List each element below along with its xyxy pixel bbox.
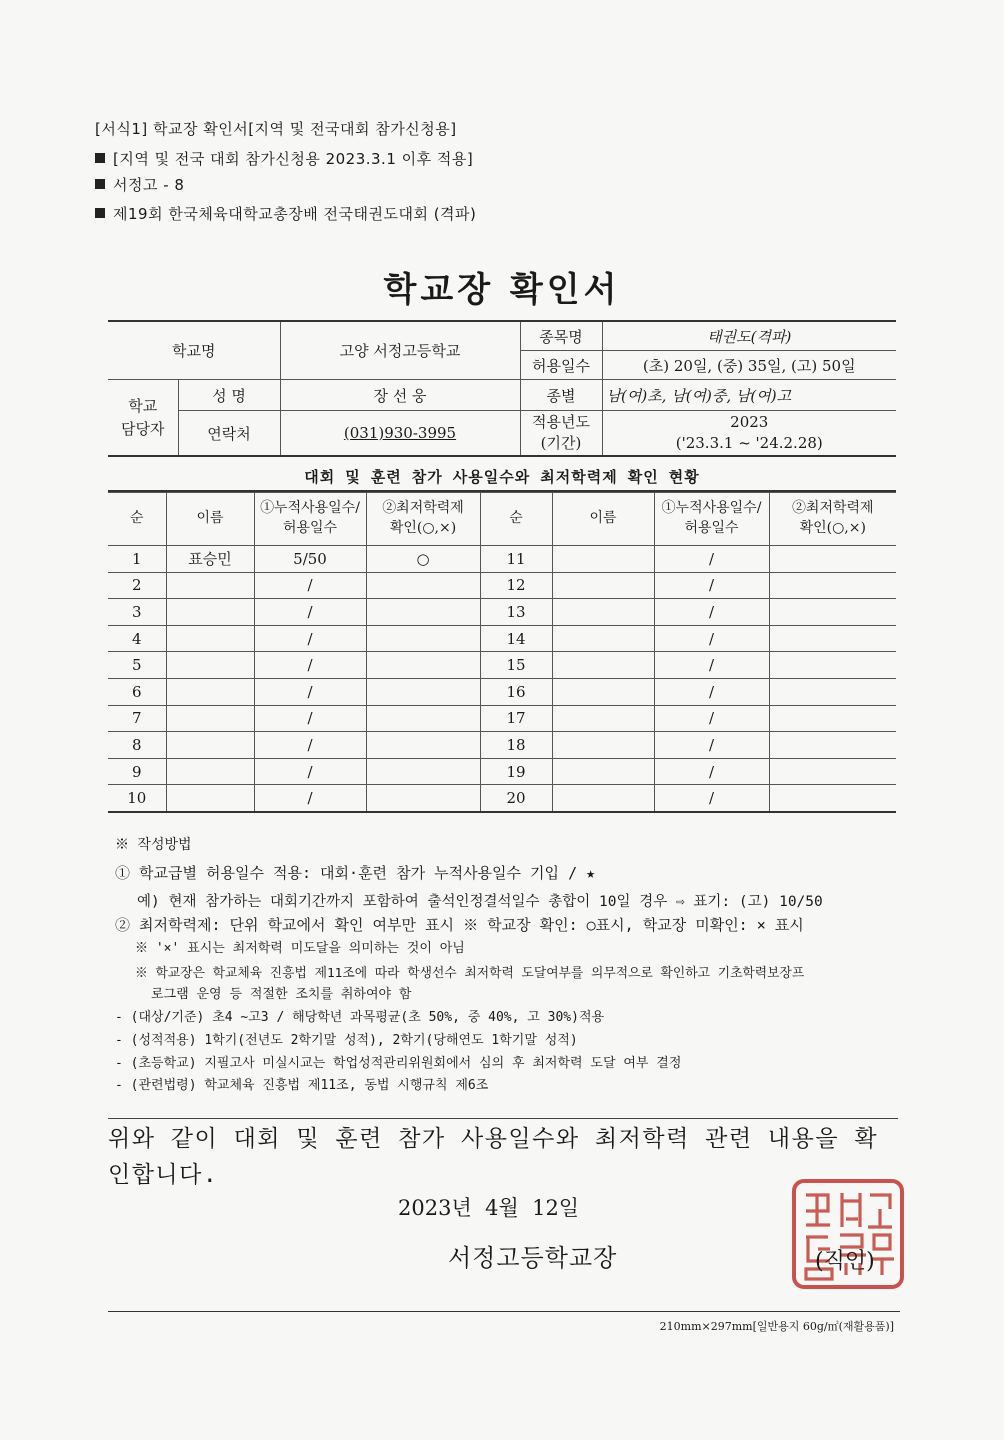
contact-value — [280, 411, 520, 457]
principal-name: 서정고등학교장 — [448, 1244, 618, 1272]
school-code: 서정고 - 8 — [113, 176, 185, 194]
row-no-right: 12 — [480, 572, 552, 599]
header-check — [366, 493, 480, 546]
row-days-right: / — [654, 732, 769, 759]
row-check — [366, 599, 480, 626]
row-name-right — [552, 758, 654, 785]
manager-label-1: 학교 — [128, 397, 158, 415]
apply-text: [지역 및 전국 대회 참가신청용 2023.3.1 이후 적용] — [113, 150, 474, 168]
header-check-right — [769, 493, 896, 546]
row-no-right: 15 — [480, 652, 552, 679]
row-days: / — [254, 732, 366, 759]
header-days-right-2: 허용일수 — [684, 520, 739, 536]
detail-3: - (초등학교) 지필고사 미실시교는 학업성적관리위원회에서 심의 후 최저학력 도달 여부 결정 — [115, 1056, 682, 1071]
table-row — [108, 678, 896, 705]
row-check: ○ — [366, 546, 480, 573]
row-no: 8 — [108, 732, 166, 759]
note-1-example: 예) 현재 참가하는 대회기간까지 포함하여 출석인정결석일수 총합이 10일 경우 ⇨ 표기: (고) 10/50 — [137, 894, 823, 910]
table-row — [108, 758, 896, 785]
row-no: 10 — [108, 785, 166, 812]
row-days: / — [254, 758, 366, 785]
table-row — [108, 732, 896, 759]
competition-line — [95, 203, 476, 224]
school-info-table — [108, 320, 896, 457]
year-value-cell — [602, 411, 896, 457]
row-days: / — [254, 599, 366, 626]
row-check — [366, 625, 480, 652]
allow-days-value: (초) 20일, (중) 35일, (고) 50일 — [602, 351, 896, 380]
row-check-right — [769, 678, 896, 705]
row-no: 4 — [108, 625, 166, 652]
row-no: 9 — [108, 758, 166, 785]
row-check — [366, 652, 480, 679]
row-no-right: 13 — [480, 599, 552, 626]
row-no: 7 — [108, 705, 166, 732]
confirmation-text: 위와 같이 대회 및 훈련 참가 사용일수와 최저학력 관련 내용을 확인합니다. — [108, 1118, 898, 1193]
header-check-right-2: 확인(○,×) — [799, 520, 866, 536]
name-label: 성 명 — [178, 380, 280, 411]
year-label-2: (기간) — [540, 434, 582, 452]
row-name-right — [552, 785, 654, 812]
row-check — [366, 705, 480, 732]
row-days-right: / — [654, 546, 769, 573]
allow-days-label: 허용일수 — [520, 351, 602, 380]
row-no: 1 — [108, 546, 166, 573]
period-value: ('23.3.1 ~ '24.2.28) — [675, 434, 823, 452]
participation-table — [108, 492, 896, 813]
contact-label: 연락처 — [178, 411, 280, 457]
header-name-right: 이름 — [552, 493, 654, 546]
row-check-right — [769, 572, 896, 599]
row-name-right — [552, 625, 654, 652]
header-days-right — [654, 493, 769, 546]
detail-1: - (대상/기준) 초4 ~고3 / 해당학년 과목평균(초 50%, 중 40%, 고 30%)적용 — [115, 1010, 605, 1025]
row-no-right: 20 — [480, 785, 552, 812]
row-name — [166, 678, 254, 705]
year-value: 2023 — [730, 413, 769, 431]
header-check-right-1: ②최저학력제 — [791, 500, 874, 517]
row-name — [166, 599, 254, 626]
event-label: 종목명 — [520, 321, 602, 351]
row-name-right — [552, 732, 654, 759]
competition-name: 제19회 한국체육대학교총장배 전국태권도대회 (격파) — [113, 205, 477, 223]
school-name-value: 고양 서정고등학교 — [280, 321, 520, 380]
contact-number: (031)930-3995 — [343, 424, 457, 442]
row-name-right — [552, 678, 654, 705]
row-days: / — [254, 625, 366, 652]
table-title: 대회 및 훈련 참가 사용일수와 최저학력제 확인 현황 — [304, 468, 700, 486]
note-1: ① 학교급별 허용일수 적용: 대회·훈련 참가 누적사용일수 기입 / ★ — [115, 864, 596, 882]
row-days: / — [254, 652, 366, 679]
note-2-b2: 로그램 운영 등 적절한 조치를 취하여야 함 — [151, 987, 412, 1002]
header-days — [254, 493, 366, 546]
row-check-right — [769, 732, 896, 759]
row-days: 5/50 — [254, 546, 366, 573]
row-no: 2 — [108, 572, 166, 599]
header-days-2: 허용일수 — [282, 520, 338, 536]
row-name — [166, 785, 254, 812]
row-no-right: 11 — [480, 546, 552, 573]
header-check-2: 확인(○,×) — [389, 520, 457, 536]
table-row — [108, 599, 896, 626]
table-row — [108, 546, 896, 573]
row-check-right — [769, 785, 896, 812]
row-no: 6 — [108, 678, 166, 705]
row-check — [366, 732, 480, 759]
square-bullet-icon — [95, 153, 105, 163]
note-2: ② 최저학력제: 단위 학교에서 확인 여부만 표시 ※ 학교장 확인: ○표시, 학교장 미확인: × 표시 — [115, 916, 804, 934]
row-no-right: 19 — [480, 758, 552, 785]
seal-mark-text: (직인) — [815, 1249, 875, 1274]
detail-4: - (관련법령) 학교체육 진흥법 제11조, 동법 시행규칙 제6조 — [115, 1078, 489, 1093]
row-name — [166, 732, 254, 759]
paper-spec: 210mm×297mm[일반용지 60g/㎡(재활용품)] — [659, 1320, 894, 1333]
table-row — [108, 652, 896, 679]
row-check-right — [769, 625, 896, 652]
row-days-right: / — [654, 625, 769, 652]
row-days: / — [254, 678, 366, 705]
note-2-a: ※ '×' 표시는 최저학력 미도달을 의미하는 것이 아님 — [135, 941, 465, 956]
form-type-line: [서식1] 학교장 확인서[지역 및 전국대회 참가신청용] — [95, 120, 457, 138]
table-row — [108, 625, 896, 652]
row-name — [166, 705, 254, 732]
row-name: 표승민 — [166, 546, 254, 573]
row-name — [166, 572, 254, 599]
row-check-right — [769, 652, 896, 679]
gender-value: 남(여)초, 남(여)중, 남(여)고 — [602, 380, 896, 411]
gender-label: 종별 — [520, 380, 602, 411]
row-check — [366, 678, 480, 705]
row-days-right: / — [654, 705, 769, 732]
row-name-right — [552, 546, 654, 573]
row-name — [166, 758, 254, 785]
document-title: 학교장 확인서 — [383, 270, 621, 310]
table-row — [108, 785, 896, 812]
event-value: 태권도(격파) — [602, 321, 896, 351]
header-days-1: ①누적사용일수/ — [260, 500, 360, 517]
row-name — [166, 625, 254, 652]
square-bullet-icon — [95, 208, 105, 218]
footer-divider — [108, 1311, 900, 1312]
manager-label — [108, 380, 178, 457]
row-name-right — [552, 599, 654, 626]
row-days: / — [254, 705, 366, 732]
row-days: / — [254, 572, 366, 599]
row-days-right: / — [654, 785, 769, 812]
year-label-1: 적용년도 — [532, 413, 590, 431]
row-name — [166, 652, 254, 679]
header-check-1: ②최저학력제 — [382, 500, 464, 517]
row-check-right — [769, 758, 896, 785]
note-2-b1: ※ 학교장은 학교체육 진흥법 제11조에 따라 학생선수 최저학력 도달여부를 의무적으로 확인하고 기초학력보장프 — [135, 966, 805, 981]
school-name-label: 학교명 — [108, 321, 280, 380]
row-days-right: / — [654, 599, 769, 626]
square-bullet-icon — [95, 179, 105, 189]
row-name-right — [552, 572, 654, 599]
header-name: 이름 — [166, 493, 254, 546]
row-days-right: / — [654, 758, 769, 785]
row-check-right — [769, 546, 896, 573]
row-no-right: 16 — [480, 678, 552, 705]
row-name-right — [552, 705, 654, 732]
row-days: / — [254, 785, 366, 812]
issue-date: 2023년 4월 12일 — [398, 1196, 580, 1220]
row-no: 3 — [108, 599, 166, 626]
header-days-right-1: ①누적사용일수/ — [661, 500, 762, 517]
row-check — [366, 572, 480, 599]
detail-2: - (성적적용) 1학기(전년도 2학기말 성적), 2학기(당해연도 1학기말 성적) — [115, 1033, 578, 1048]
table-row — [108, 705, 896, 732]
row-check-right — [769, 705, 896, 732]
row-check — [366, 758, 480, 785]
notes-heading: ※ 작성방법 — [115, 837, 192, 853]
row-days-right: / — [654, 572, 769, 599]
row-no-right: 14 — [480, 625, 552, 652]
row-days-right: / — [654, 652, 769, 679]
year-label — [520, 411, 602, 457]
school-code-line — [95, 174, 184, 195]
row-no: 5 — [108, 652, 166, 679]
row-check — [366, 785, 480, 812]
name-value: 장 선 웅 — [280, 380, 520, 411]
apply-line — [95, 148, 473, 169]
row-no-right: 17 — [480, 705, 552, 732]
header-no: 순 — [108, 493, 166, 546]
table-row — [108, 572, 896, 599]
row-check-right — [769, 599, 896, 626]
row-no-right: 18 — [480, 732, 552, 759]
row-name-right — [552, 652, 654, 679]
manager-label-2: 담당자 — [121, 419, 165, 438]
row-days-right: / — [654, 678, 769, 705]
header-no-right: 순 — [480, 493, 552, 546]
